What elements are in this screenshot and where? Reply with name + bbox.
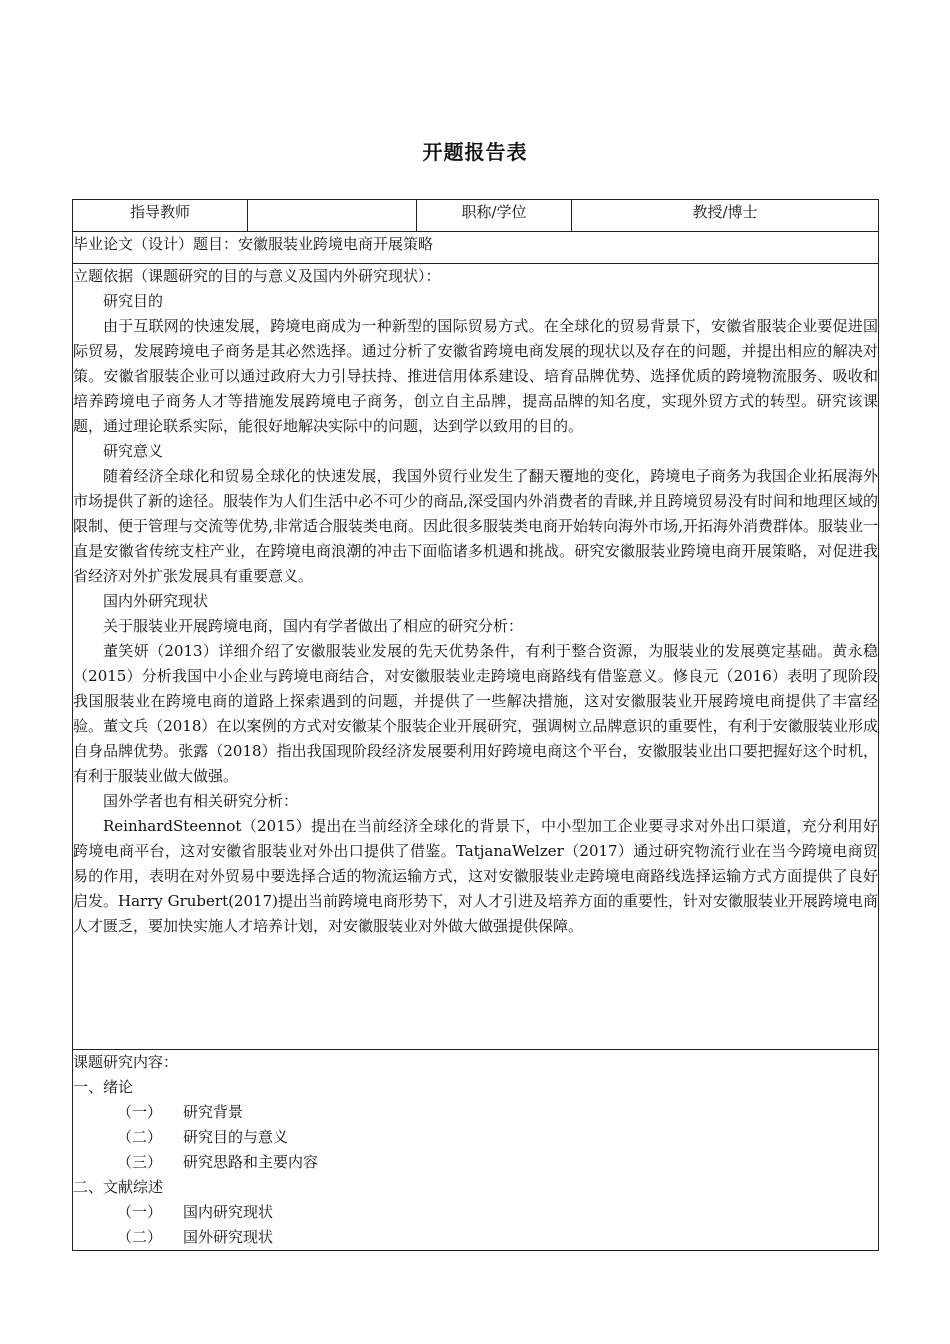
thesis-title: 毕业论文（设计）题目：安徽服装业跨境电商开展策略 [73, 232, 879, 264]
outline-number: （一） [117, 1203, 163, 1221]
outline-text: 国外研究现状 [183, 1228, 274, 1246]
section-heading: 一、绪论 [73, 1078, 134, 1096]
outline-text: 国内研究现状 [183, 1203, 274, 1221]
purpose-heading: 研究目的 [103, 292, 164, 310]
outline-item [73, 1200, 878, 1225]
advisor-value [248, 200, 417, 232]
outline-text: 研究背景 [183, 1103, 244, 1121]
outline-item [73, 1100, 878, 1125]
outline-item [73, 1125, 878, 1150]
basis-section [73, 264, 879, 1050]
purpose-text: 由于互联网的快速发展，跨境电商成为一种新型的国际贸易方式。在全球化的贸易背景下，安徽省服装企业要促进国际贸易，发展跨境电子商务是其必然选择。通过分析了安徽省跨境电商发展的现状以及存在的问题，并提出相应的解决对策。安徽省服装企业可以通过政府大力引导扶持、推进信用体系建设、培育品牌优势、选择优质的跨境物流服务、吸收和培养跨境电子商务人才等措施发展跨境电子商务，创立自主品牌，提高品牌的知名度，实现外贸方式的转型。研究该课题，通过理论联系实际，能很好地解决实际中的问题，达到学以致用的目的。 [73, 317, 878, 435]
outline-text: 研究目的与意义 [183, 1128, 289, 1146]
basis-heading: 立题依据（课题研究的目的与意义及国内外研究现状）： [73, 267, 441, 285]
page-title: 开题报告表 [422, 140, 528, 164]
domestic-text: 董笑妍（2013）详细介绍了安徽服装业发展的先天优势条件，有利于整合资源，为服装业的发展奠定基础。黄永稳（2015）分析我国中小企业与跨境电商结合，对安徽服装业走跨境电商路线有借鉴意义。修良元（2016）表明了现阶段我国服装业在跨境电商的道路上探索遇到的问题，并提供了一些解决措施，这对安徽服装业开展跨境电商提供了丰富经验。董文兵（2018）在以案例的方式对安徽某个服装企业开展研究，强调树立品牌意识的重要性，有利于安徽服装业形成自身品牌优势。张露（2018）指出我国现阶段经济发展要利用好跨境电商这个平台，安徽服装业出口要把握好这个时机，有利于服装业做大做强。 [73, 642, 878, 785]
outline-number: （二） [117, 1228, 163, 1246]
rank-label: 职称/学位 [417, 200, 572, 232]
rank-value: 教授/博士 [572, 200, 879, 232]
basis-row [73, 264, 879, 1050]
content-row [73, 1050, 879, 1251]
thesis-title-row [73, 232, 879, 264]
foreign-intro: 国外学者也有相关研究分析： [103, 792, 299, 810]
outline-number: （一） [117, 1103, 163, 1121]
header-row [73, 200, 879, 232]
section-heading: 二、文献综述 [73, 1178, 164, 1196]
content-heading: 课题研究内容： [73, 1053, 179, 1071]
outline-item [73, 1225, 878, 1250]
significance-heading: 研究意义 [103, 442, 164, 460]
outline-number: （二） [117, 1128, 163, 1146]
content-section [73, 1050, 879, 1251]
domestic-intro: 关于服装业开展跨境电商，国内有学者做出了相应的研究分析： [103, 617, 524, 635]
advisor-label: 指导教师 [73, 200, 248, 232]
foreign-text: ReinhardSteennot（2015）提出在当前经济全球化的背景下，中小型加工企业要寻求对外出口渠道，充分利用好跨境电商平台，这对安徽省服装业对外出口提供了借鉴。TatjanaWelzer（2017）通过研究物流行业在当今跨境电商贸易的作用，表明在对外贸易中要选择合适的物流运输方式，这对安徽服装业走跨境电商路线选择运输方式方面提供了良好启发。Harry Grubert(2017)提出当前跨境电商形势下，对人才引进及培养方面的重要性，针对安徽服装业开展跨境电商人才匮乏，要加快实施人才培养计划，对安徽服装业对外做大做强提供保障。 [73, 817, 878, 935]
outline-item [73, 1150, 878, 1175]
outline-text: 研究思路和主要内容 [183, 1153, 319, 1171]
proposal-table [72, 199, 879, 1251]
status-heading: 国内外研究现状 [103, 592, 209, 610]
significance-text: 随着经济全球化和贸易全球化的快速发展，我国外贸行业发生了翻天覆地的变化，跨境电子商务为我国企业拓展海外市场提供了新的途径。服装作为人们生活中必不可少的商品,深受国内外消费者的青睐,并且跨境贸易没有时间和地理区域的限制、便于管理与交流等优势,非常适合服装类电商。因此很多服装类电商开始转向海外市场,开拓海外消费群体。服装业一直是安徽省传统支柱产业，在跨境电商浪潮的冲击下面临诸多机遇和挑战。研究安徽服装业跨境电商开展策略，对促进我省经济对外扩张发展具有重要意义。 [73, 467, 878, 585]
outline-number: （三） [117, 1153, 163, 1171]
